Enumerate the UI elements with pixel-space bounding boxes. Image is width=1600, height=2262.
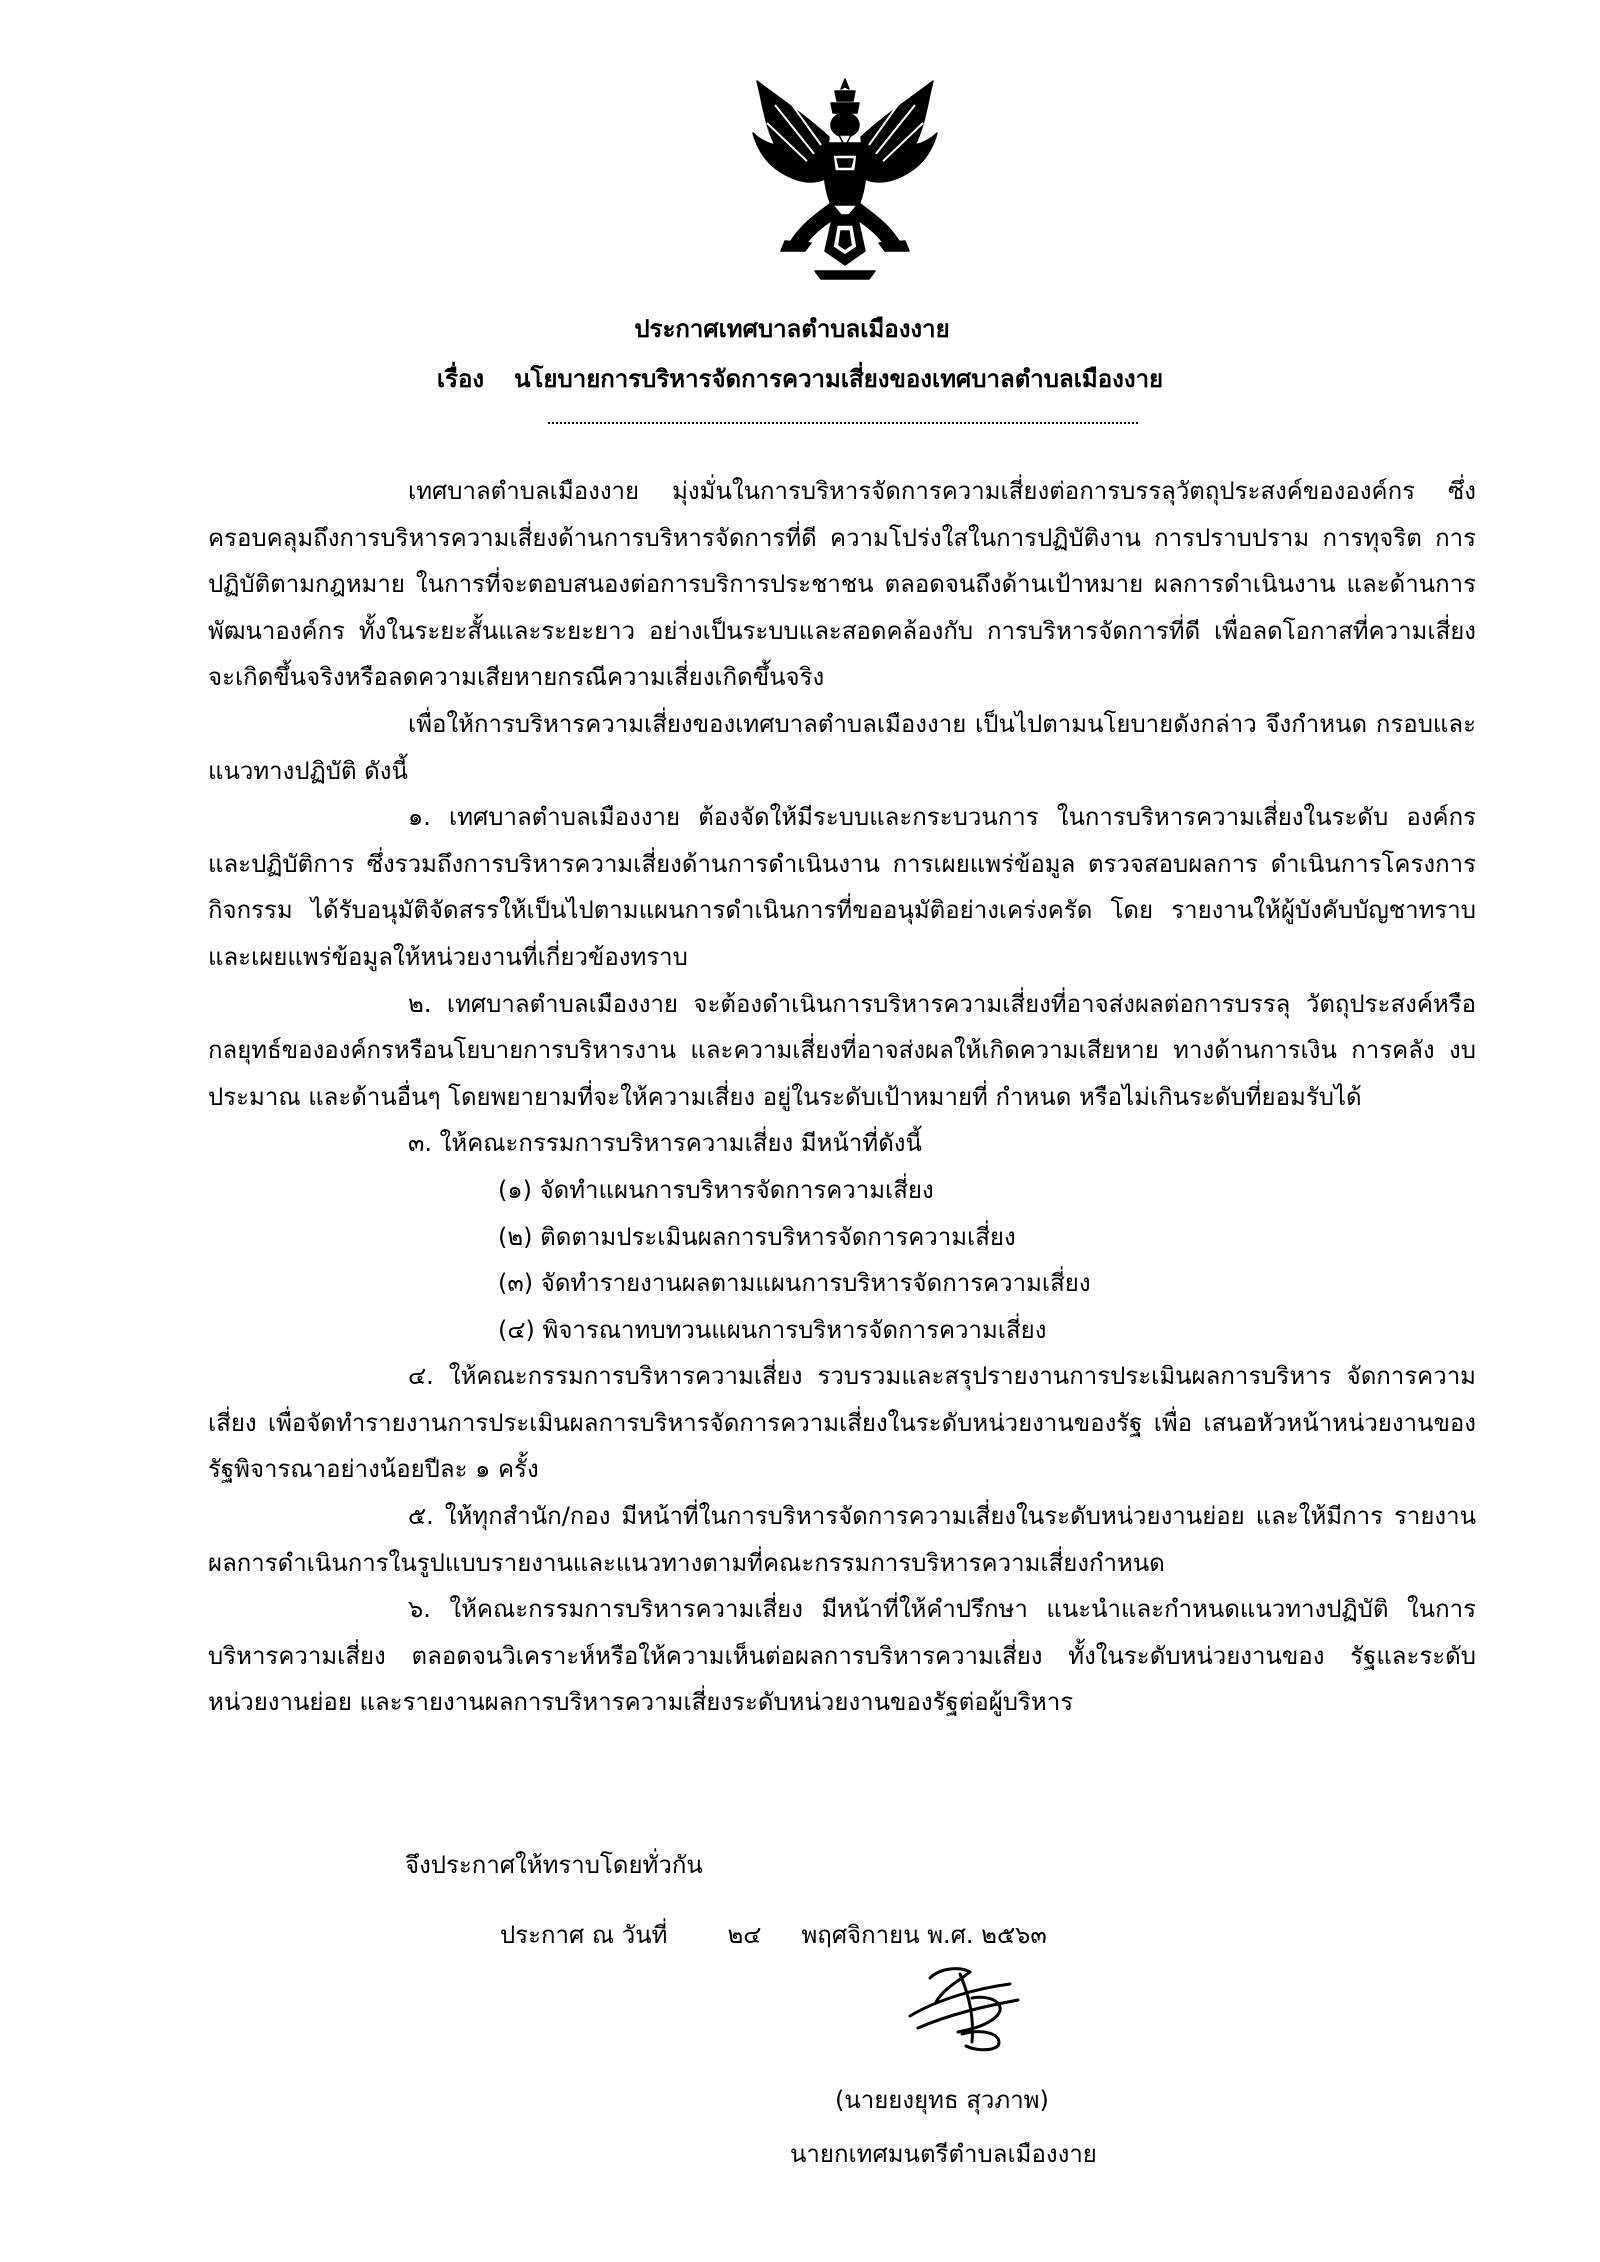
policy-item-3-sub-4: (๔) พิจารณาทบทวนแผนการบริหารจัดการความเสี่ยง	[498, 1315, 1047, 1344]
subject-line	[0, 362, 1600, 396]
signature-image	[900, 1958, 1030, 2053]
date-day: ๒๔	[727, 1921, 762, 1949]
policy-item-5: ๕. ให้ทุกสำนัก/กอง มีหน้าที่ในการบริหารจัดการความเสี่ยงในระดับหน่วยงานย่อย และให้มีการ รายงานผลการดำเนินการในรูปแบบรายงานและแนวทางตามที่คณะกรรมการบริหารความเสี่ยงกำหนด	[208, 1502, 1476, 1577]
signer-position: นายกเทศมนตรีตำบลเมืองงาย	[790, 2140, 1097, 2168]
signer-name: (นายยงยุทธ สุวภาพ)	[835, 2086, 1049, 2114]
policy-item-3-sub-1: (๑) จัดทำแผนการบริหารจัดการความเสี่ยง	[498, 1175, 934, 1204]
policy-item-3: ๓. ให้คณะกรรมการบริหารความเสี่ยง มีหน้าที่ดังนี้	[408, 1129, 922, 1158]
policy-item-4: ๔. ให้คณะกรรมการบริหารความเสี่ยง รวบรวมและสรุปรายงานการประเมินผลการบริหาร จัดการความเสี่ยง เพื่อจัดทำรายงานการประเมินผลการบริหารจัดการความเสี่ยงในระดับหน่วยงานของรัฐ เพื่อ เสนอหัวหน้าหน่วยงานของรัฐพิจารณาอย่างน้อยปีละ ๑ ครั้ง	[208, 1362, 1476, 1484]
dotted-divider	[548, 422, 1138, 424]
announcement-date	[500, 1918, 1047, 1952]
date-prefix: ประกาศ ณ วันที่	[500, 1921, 668, 1949]
policy-item-2: ๒. เทศบาลตำบลเมืองงาย จะต้องดำเนินการบริหารความเสี่ยงที่อาจส่งผลต่อการบรรลุ วัตถุประสงค์หรือกลยุทธ์ขององค์กรหรือนโยบายการบริหารงาน และความเสี่ยงที่อาจส่งผลให้เกิดความเสียหาย ทางด้านการเงิน การคลัง งบประมาณ และด้านอื่นๆ โดยพยายามที่จะให้ความเสี่ยง อยู่ในระดับเป้าหมายที่ กำหนด หรือไม่เกินระดับที่ยอมรับได้	[208, 989, 1476, 1111]
policy-item-3-sub-3: (๓) จัดทำรายงานผลตามแผนการบริหารจัดการความเสี่ยง	[498, 1269, 1091, 1298]
announcement-body	[208, 468, 1476, 1726]
closing-statement: จึงประกาศให้ทราบโดยทั่วกัน	[405, 1851, 703, 1879]
garuda-emblem-icon	[745, 75, 945, 285]
subject-label: เรื่อง	[436, 365, 485, 393]
subject-text: นโยบายการบริหารจัดการความเสี่ยงของเทศบาลตำบลเมืองงาย	[514, 365, 1164, 393]
date-month-year: พฤศจิกายน พ.ศ. ๒๕๖๓	[801, 1921, 1047, 1949]
policy-item-6: ๖. ให้คณะกรรมการบริหารความเสี่ยง มีหน้าที่ให้คำปรึกษา แนะนำและกำหนดแนวทางปฏิบัติ ในการบริหารความเสี่ยง ตลอดจนวิเคราะห์หรือให้ความเห็นต่อผลการบริหารความเสี่ยง ทั้งในระดับหน่วยงานของ รัฐและระดับหน่วยงานย่อย และรายงานผลการบริหารความเสี่ยงระดับหน่วยงานของรัฐต่อผู้บริหาร	[208, 1595, 1476, 1717]
purpose-paragraph: เพื่อให้การบริหารความเสี่ยงของเทศบาลตำบลเมืองงาย เป็นไปตามนโยบายดังกล่าว จึงกำหนด กรอบและแนวทางปฏิบัติ ดังนี้	[208, 709, 1476, 785]
policy-item-1: ๑. เทศบาลตำบลเมืองงาย ต้องจัดให้มีระบบและกระบวนการ ในการบริหารความเสี่ยงในระดับ องค์กร และปฏิบัติการ ซึ่งรวมถึงการบริหารความเสี่ยงด้านการดำเนินงาน การเผยแพร่ข้อมูล ตรวจสอบผลการ ดำเนินการโครงการกิจกรรม ได้รับอนุมัติจัดสรรให้เป็นไปตามแผนการดำเนินการที่ขออนุมัติอย่างเคร่งครัด โดย รายงานให้ผู้บังคับบัญชาทราบ และเผยแพร่ข้อมูลให้หน่วยงานที่เกี่ยวข้องทราบ	[208, 803, 1476, 971]
page-title: ประกาศเทศบาลตำบลเมืองงาย	[634, 315, 950, 343]
intro-paragraph: เทศบาลตำบลเมืองงาย มุ่งมั่นในการบริหารจัดการความเสี่ยงต่อการบรรลุวัตถุประสงค์ขององค์กร ซึ่งครอบคลุมถึงการบริหารความเสี่ยงด้านการบริหารจัดการที่ดี ความโปร่งใสในการปฏิบัติงาน การปราบปราม การทุจริต การปฏิบัติตามกฎหมาย ในการที่จะตอบสนองต่อการบริการประชาชน ตลอดจนถึงด้านเป้าหมาย ผลการดำเนินงาน และด้านการพัฒนาองค์กร ทั้งในระยะสั้นและระยะยาว อย่างเป็นระบบและสอดคล้องกับ การบริหารจัดการที่ดี เพื่อลดโอกาสที่ความเสี่ยงจะเกิดขึ้นจริงหรือลดความเสียหายกรณีความเสี่ยงเกิดขึ้นจริง	[208, 477, 1476, 692]
policy-item-3-sub-2: (๒) ติดตามประเมินผลการบริหารจัดการความเสี่ยง	[498, 1222, 1016, 1251]
